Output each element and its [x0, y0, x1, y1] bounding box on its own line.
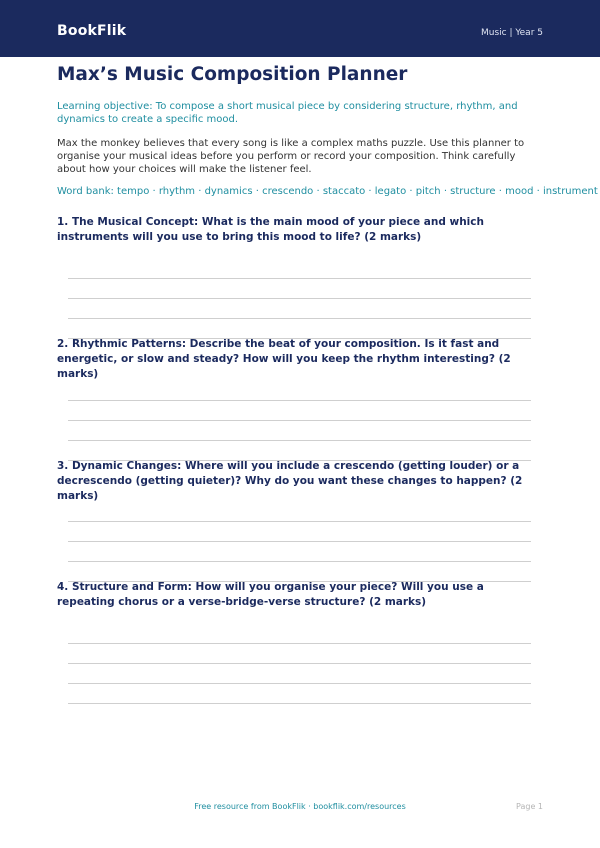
brand-logo[interactable]: BookFlik [57, 23, 127, 39]
answer-line[interactable] [68, 561, 531, 562]
page-title: Max’s Music Composition Planner [57, 64, 408, 85]
word-bank: Word bank: tempo · rhythm · dynamics · crescendo · staccato · legato · pitch · structure · mood · instrument [57, 186, 598, 197]
answer-line[interactable] [68, 683, 531, 684]
answer-line[interactable] [68, 643, 531, 644]
question-1: 1. The Musical Concept: What is the main mood of your piece and which instruments will you use to bring this mood to life? (2 marks) [57, 216, 484, 243]
question-4: 4. Structure and Form: How will you organise your piece? Will you use a repeating chorus or a verse-bridge-verse structure? (2 marks) [57, 581, 484, 608]
answer-line[interactable] [68, 420, 531, 421]
answer-line[interactable] [68, 400, 531, 401]
question-2: 2. Rhythmic Patterns: Describe the beat of your composition. Is it fast and energetic, or slow and steady? How will you keep the rhythm interesting? (2 marks) [57, 338, 511, 380]
page-header [0, 0, 600, 57]
intro-paragraph: Max the monkey believes that every song is like a complex maths puzzle. Use this planner to organise your musical ideas before you perform or record your composition. Think carefully about how your choices will make the listener feel. [57, 138, 525, 175]
question-3: 3. Dynamic Changes: Where will you include a crescendo (getting louder) or a decrescendo (getting quieter)? Why do you want these changes to happen? (2 marks) [57, 460, 523, 502]
subject-year-label: Music | Year 5 [480, 28, 543, 38]
footer-credit[interactable]: Free resource from BookFlik · bookflik.com/resources [194, 802, 406, 811]
answer-line[interactable] [68, 703, 531, 704]
page-number: Page 1 [516, 802, 543, 811]
answer-line[interactable] [68, 278, 531, 279]
answer-line[interactable] [68, 663, 531, 664]
answer-line[interactable] [68, 440, 531, 441]
learning-objective: Learning objective: To compose a short musical piece by considering structure, rhythm, and dynamics to create a specific mood. [57, 101, 518, 125]
answer-line[interactable] [68, 318, 531, 319]
answer-line[interactable] [68, 521, 531, 522]
answer-line[interactable] [68, 541, 531, 542]
answer-line[interactable] [68, 298, 531, 299]
